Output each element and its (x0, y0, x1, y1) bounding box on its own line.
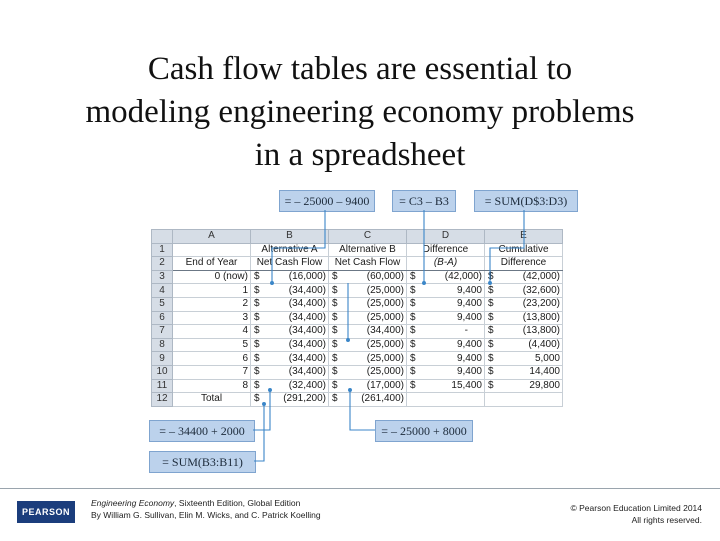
currency-symbol: $ (488, 298, 494, 310)
currency-symbol: $ (488, 339, 494, 351)
year-cell[interactable]: 0 (now) (173, 270, 251, 284)
currency-symbol: $ (488, 366, 494, 378)
alt-a-value: (32,400) (288, 379, 326, 391)
column-header-d[interactable]: D (407, 230, 485, 244)
alt-a-value: (16,000) (288, 271, 326, 283)
table-row (152, 325, 563, 339)
alt-b-value: (25,000) (366, 366, 404, 378)
currency-symbol: $ (254, 379, 260, 391)
currency-symbol: $ (254, 298, 260, 310)
row-header[interactable]: 9 (152, 352, 173, 366)
alt-a-cell[interactable] (251, 284, 329, 298)
book-authors: By William G. Sullivan, Elin M. Wicks, and C. Patrick Koelling (91, 510, 321, 520)
currency-symbol: $ (332, 352, 338, 364)
book-edition: , Sixteenth Edition, Global Edition (174, 498, 301, 508)
currency-symbol: $ (254, 366, 260, 378)
year-cell[interactable]: 2 (173, 297, 251, 311)
row-header[interactable]: 2 (152, 257, 173, 271)
formula-box-b3: = – 25000 – 9400 (279, 190, 375, 212)
difference-value: 9,400 (456, 311, 482, 323)
header-cell[interactable]: Alternative B (329, 243, 407, 257)
alt-b-cell[interactable] (329, 352, 407, 366)
row-header[interactable]: 4 (152, 284, 173, 298)
alt-a-value: (34,400) (288, 325, 326, 337)
alt-a-cell[interactable] (251, 297, 329, 311)
header-cell[interactable]: Cumulative (485, 243, 563, 257)
cumulative-cell[interactable] (485, 338, 563, 352)
currency-symbol: $ (488, 352, 494, 364)
column-header-a[interactable]: A (173, 230, 251, 244)
alt-b-value: (60,000) (366, 271, 404, 283)
difference-value: 9,400 (456, 284, 482, 296)
header-row-1 (152, 243, 563, 257)
difference-value: 9,400 (456, 298, 482, 310)
year-cell[interactable]: 1 (173, 284, 251, 298)
book-title: Engineering Economy (91, 498, 175, 508)
currency-symbol: $ (332, 379, 338, 391)
alt-a-cell[interactable] (251, 352, 329, 366)
row-header[interactable]: 6 (152, 311, 173, 325)
book-citation (91, 497, 321, 521)
difference-value: (42,000) (444, 271, 482, 283)
copyright-line: © Pearson Education Limited 2014 (570, 503, 702, 513)
currency-symbol: $ (488, 284, 494, 296)
empty-cell[interactable] (485, 393, 563, 407)
column-header-e[interactable]: E (485, 230, 563, 244)
cumulative-cell[interactable] (485, 325, 563, 339)
table-row (152, 352, 563, 366)
formula-box-e3: = SUM(D$3:D3) (474, 190, 578, 212)
currency-symbol: $ (488, 271, 494, 283)
alt-b-value: (34,400) (366, 325, 404, 337)
currency-symbol: $ (254, 271, 260, 283)
difference-cell[interactable] (407, 365, 485, 379)
currency-symbol: $ (410, 352, 416, 364)
difference-cell[interactable] (407, 379, 485, 393)
total-label[interactable]: Total (173, 393, 251, 407)
cumulative-value: 29,800 (529, 379, 560, 391)
row-header[interactable]: 1 (152, 243, 173, 257)
formula-box-d3: = C3 – B3 (392, 190, 456, 212)
alt-b-cell[interactable] (329, 325, 407, 339)
alt-a-cell[interactable] (251, 270, 329, 284)
difference-value: 9,400 (456, 339, 482, 351)
rights-line: All rights reserved. (631, 515, 702, 525)
header-cell[interactable]: Net Cash Flow (251, 257, 329, 271)
alt-b-cell[interactable] (329, 365, 407, 379)
alt-b-cell[interactable] (329, 297, 407, 311)
slide-title-line-3: in a spreadsheet (254, 137, 466, 173)
alt-a-value: (34,400) (288, 298, 326, 310)
alt-b-value: (25,000) (366, 339, 404, 351)
slide-title-line-1: Cash flow tables are essential to (147, 51, 573, 87)
formula-box-b12: = SUM(B3:B11) (149, 451, 256, 473)
currency-symbol: $ (332, 271, 338, 283)
currency-symbol: $ (410, 366, 416, 378)
difference-cell[interactable] (407, 325, 485, 339)
year-cell[interactable]: 3 (173, 311, 251, 325)
cumulative-cell[interactable] (485, 270, 563, 284)
year-cell[interactable]: 4 (173, 325, 251, 339)
cumulative-value: 5,000 (534, 352, 560, 364)
currency-symbol: $ (488, 311, 494, 323)
alt-b-value: (25,000) (366, 284, 404, 296)
alt-a-cell[interactable] (251, 379, 329, 393)
empty-cell[interactable] (407, 393, 485, 407)
cumulative-value: 14,400 (529, 366, 560, 378)
cumulative-cell[interactable] (485, 297, 563, 311)
table-row (152, 270, 563, 284)
alt-b-cell[interactable] (329, 338, 407, 352)
header-cell[interactable]: (B-A) (407, 257, 485, 271)
slide-title-line-2: modeling engineering economy problems (85, 94, 635, 130)
table-row (152, 284, 563, 298)
currency-symbol: $ (332, 339, 338, 351)
cumulative-cell[interactable] (485, 352, 563, 366)
alt-b-cell[interactable] (329, 270, 407, 284)
difference-cell[interactable] (407, 284, 485, 298)
cumulative-value: (13,800) (522, 311, 560, 323)
alt-b-cell[interactable] (329, 379, 407, 393)
year-cell[interactable]: 6 (173, 352, 251, 366)
difference-value: 15,400 (451, 379, 482, 391)
year-cell[interactable]: 8 (173, 379, 251, 393)
cumulative-value: (42,000) (522, 271, 560, 283)
row-header[interactable]: 7 (152, 325, 173, 339)
formula-box-c11: = – 25000 + 8000 (375, 420, 473, 442)
slide-footer (0, 488, 720, 541)
header-cell[interactable]: Difference (407, 243, 485, 257)
difference-cell[interactable] (407, 270, 485, 284)
header-cell[interactable]: Alternative A (251, 243, 329, 257)
currency-symbol: $ (410, 325, 416, 337)
alt-a-cell[interactable] (251, 325, 329, 339)
table-row (152, 365, 563, 379)
alt-a-cell[interactable] (251, 338, 329, 352)
currency-symbol: $ (254, 352, 260, 364)
currency-symbol: $ (254, 325, 260, 337)
year-cell[interactable]: 5 (173, 338, 251, 352)
cash-flow-spreadsheet (151, 229, 563, 407)
table-row (152, 379, 563, 393)
table-row (152, 297, 563, 311)
currency-symbol: $ (332, 366, 338, 378)
currency-symbol: $ (254, 339, 260, 351)
currency-symbol: $ (488, 379, 494, 391)
row-header[interactable]: 8 (152, 338, 173, 352)
alt-b-cell[interactable] (329, 284, 407, 298)
row-header[interactable]: 11 (152, 379, 173, 393)
alt-a-value: (34,400) (288, 352, 326, 364)
cumulative-value: (4,400) (528, 339, 560, 351)
slide-title (0, 48, 720, 177)
table-row (152, 311, 563, 325)
cumulative-cell[interactable] (485, 365, 563, 379)
column-header-c[interactable]: C (329, 230, 407, 244)
currency-symbol: $ (410, 379, 416, 391)
alt-a-cell[interactable] (251, 365, 329, 379)
alt-b-total-cell[interactable] (329, 393, 407, 407)
alt-b-cell[interactable] (329, 311, 407, 325)
table-row (152, 338, 563, 352)
currency-symbol: $ (488, 325, 494, 337)
alt-a-value: (34,400) (288, 284, 326, 296)
difference-cell[interactable] (407, 352, 485, 366)
alt-a-value: (34,400) (288, 366, 326, 378)
alt-a-cell[interactable] (251, 311, 329, 325)
alt-a-total-cell[interactable] (251, 393, 329, 407)
total-row (152, 393, 563, 407)
header-cell[interactable]: Net Cash Flow (329, 257, 407, 271)
alt-a-value: (34,400) (288, 339, 326, 351)
row-header[interactable]: 10 (152, 365, 173, 379)
currency-symbol: $ (254, 393, 260, 405)
currency-symbol: $ (332, 311, 338, 323)
difference-value: 9,400 (456, 352, 482, 364)
difference-value: 9,400 (456, 366, 482, 378)
difference-cell[interactable] (407, 311, 485, 325)
cumulative-cell[interactable] (485, 284, 563, 298)
row-header[interactable]: 5 (152, 297, 173, 311)
select-all-corner[interactable] (152, 230, 173, 244)
difference-cell[interactable] (407, 297, 485, 311)
header-cell[interactable]: Difference (485, 257, 563, 271)
alt-b-value: (25,000) (366, 298, 404, 310)
currency-symbol: $ (332, 325, 338, 337)
currency-symbol: $ (410, 311, 416, 323)
cumulative-value: (23,200) (522, 298, 560, 310)
currency-symbol: $ (332, 298, 338, 310)
currency-symbol: $ (410, 298, 416, 310)
header-cell[interactable]: End of Year (173, 257, 251, 271)
difference-value: - (464, 325, 468, 337)
alt-a-total: (291,200) (283, 393, 326, 405)
header-row-2 (152, 257, 563, 271)
pearson-logo: PEARSON (17, 501, 75, 523)
header-cell[interactable] (173, 243, 251, 257)
currency-symbol: $ (254, 284, 260, 296)
currency-symbol: $ (332, 393, 338, 405)
column-header-b[interactable]: B (251, 230, 329, 244)
currency-symbol: $ (410, 284, 416, 296)
currency-symbol: $ (332, 284, 338, 296)
cumulative-value: (13,800) (522, 325, 560, 337)
alt-b-value: (17,000) (366, 379, 404, 391)
row-header[interactable]: 12 (152, 393, 173, 407)
column-header-row (152, 230, 563, 244)
formula-box-b11: = – 34400 + 2000 (149, 420, 255, 442)
cumulative-cell[interactable] (485, 379, 563, 393)
cumulative-cell[interactable] (485, 311, 563, 325)
currency-symbol: $ (410, 339, 416, 351)
currency-symbol: $ (410, 271, 416, 283)
alt-b-total: (261,400) (361, 393, 404, 405)
cumulative-value: (32,600) (522, 284, 560, 296)
difference-cell[interactable] (407, 338, 485, 352)
year-cell[interactable]: 7 (173, 365, 251, 379)
alt-b-value: (25,000) (366, 352, 404, 364)
copyright-notice (571, 502, 702, 526)
alt-a-value: (34,400) (288, 311, 326, 323)
currency-symbol: $ (254, 311, 260, 323)
row-header[interactable]: 3 (152, 270, 173, 284)
alt-b-value: (25,000) (366, 311, 404, 323)
